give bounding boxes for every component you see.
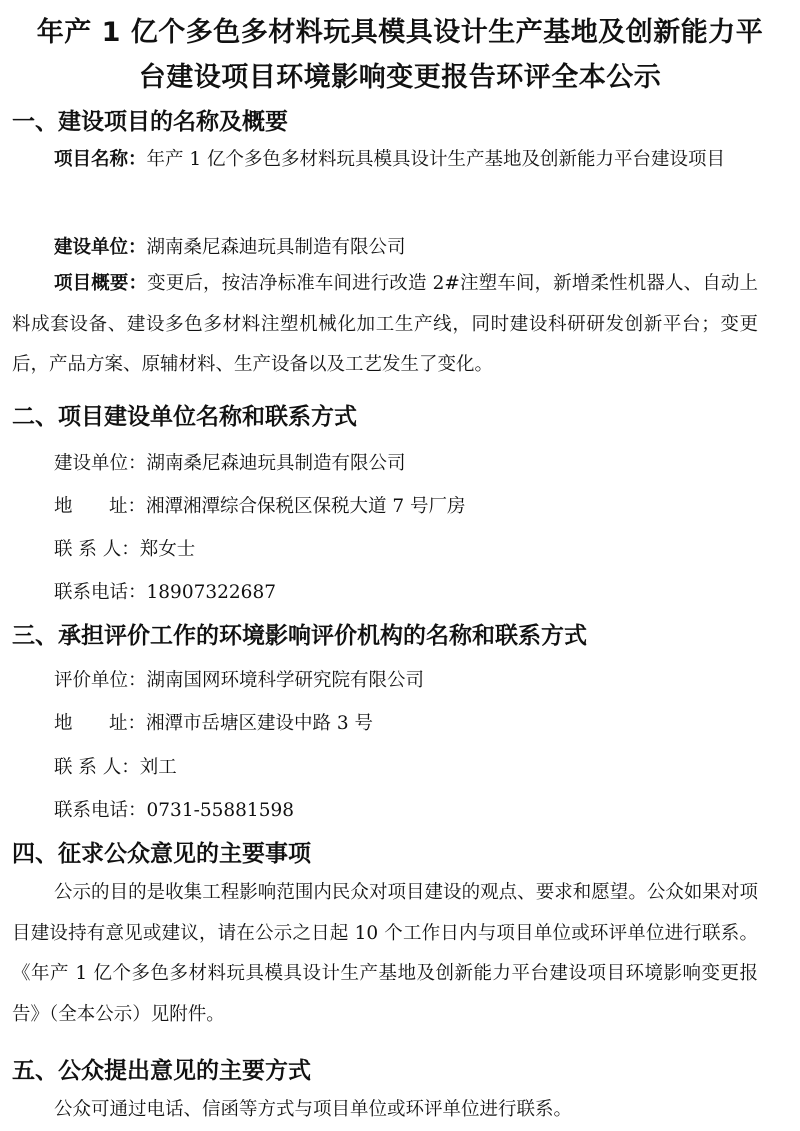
s2-phone-value: 18907322687 bbox=[146, 582, 276, 603]
s2-address-row bbox=[54, 492, 754, 518]
s2-contact-value: 郑女士 bbox=[139, 539, 196, 560]
project-overview-value: 变更后，按洁净标准车间进行改造 2#注塑车间，新增柔性机器人、自动上料成套设备、建设多色多材料注塑机械化加工生产线，同时建设科研研发创新平台；变更后，产品方案、原辅材料、生产设备以及工艺发生了变化。 bbox=[12, 273, 758, 375]
s3-address-label-2: 址： bbox=[109, 713, 147, 734]
construction-unit-label: 建设单位： bbox=[54, 237, 147, 258]
s3-phone-label: 联系电话： bbox=[54, 800, 147, 821]
section-3-heading: 三、承担评价工作的环境影响评价机构的名称和联系方式 bbox=[12, 623, 587, 649]
s2-address-value: 湘潭湘潭综合保税区保税大道 7 号厂房 bbox=[146, 496, 466, 517]
s2-address-label-1: 地 bbox=[54, 496, 73, 517]
s2-contact-row bbox=[54, 535, 754, 561]
s3-address-row bbox=[54, 709, 754, 735]
project-overview-label: 项目概要： bbox=[54, 273, 148, 294]
project-name-value: 年产 1 亿个多色多材料玩具模具设计生产基地及创新能力平台建设项目 bbox=[146, 149, 726, 170]
section-2-heading: 二、项目建设单位名称和联系方式 bbox=[12, 404, 357, 430]
s2-contact-label: 联 系 人： bbox=[54, 539, 140, 560]
s2-address-label-2: 址： bbox=[109, 496, 147, 517]
s3-phone-value: 0731-55881598 bbox=[146, 800, 295, 821]
s3-phone-row bbox=[54, 796, 754, 822]
s3-contact-label: 联 系 人： bbox=[54, 757, 140, 778]
construction-unit-value: 湖南桑尼森迪玩具制造有限公司 bbox=[146, 237, 406, 258]
s3-unit-label: 评价单位： bbox=[54, 670, 147, 691]
section-5-body: 公众可通过电话、信函等方式与项目单位或环评单位进行联系。 bbox=[54, 1099, 573, 1120]
s3-unit-value: 湖南国网环境科学研究院有限公司 bbox=[146, 670, 425, 691]
document-title-line-2: 台建设项目环境影响变更报告环评全本公示 bbox=[138, 62, 662, 93]
section-1-heading: 一、建设项目的名称及概要 bbox=[12, 109, 288, 135]
s2-unit-value: 湖南桑尼森迪玩具制造有限公司 bbox=[146, 453, 406, 474]
s3-unit-row bbox=[54, 666, 754, 692]
s2-unit-row bbox=[54, 449, 754, 475]
s2-phone-row bbox=[54, 578, 754, 604]
project-overview-paragraph bbox=[12, 264, 758, 386]
s3-address-value: 湘潭市岳塘区建设中路 3 号 bbox=[146, 713, 374, 734]
document-title-line-1: 年产 1 亿个多色多材料玩具模具设计生产基地及创新能力平 bbox=[36, 17, 764, 48]
s3-address-label-1: 地 bbox=[54, 713, 73, 734]
s2-phone-label: 联系电话： bbox=[54, 582, 147, 603]
s2-unit-label: 建设单位： bbox=[54, 453, 147, 474]
project-name-paragraph bbox=[12, 140, 758, 181]
s3-contact-value: 刘工 bbox=[139, 757, 177, 778]
section-4-heading: 四、征求公众意见的主要事项 bbox=[12, 841, 311, 867]
section-5-heading: 五、公众提出意见的主要方式 bbox=[12, 1058, 311, 1084]
project-name-label: 项目名称： bbox=[54, 149, 147, 170]
section-4-body: 公示的目的是收集工程影响范围内民众对项目建设的观点、要求和愿望。公众如果对项目建设持有意见或建议，请在公示之日起 10 个工作日内与项目单位或环评单位进行联系。《年产 1 亿个多色多材料玩具模具设计生产基地及创新能力平台建设项目环境影响变更报告》（全本公示）见附件。 bbox=[12, 882, 758, 1025]
construction-unit-row bbox=[54, 233, 754, 259]
s3-contact-row bbox=[54, 753, 754, 779]
